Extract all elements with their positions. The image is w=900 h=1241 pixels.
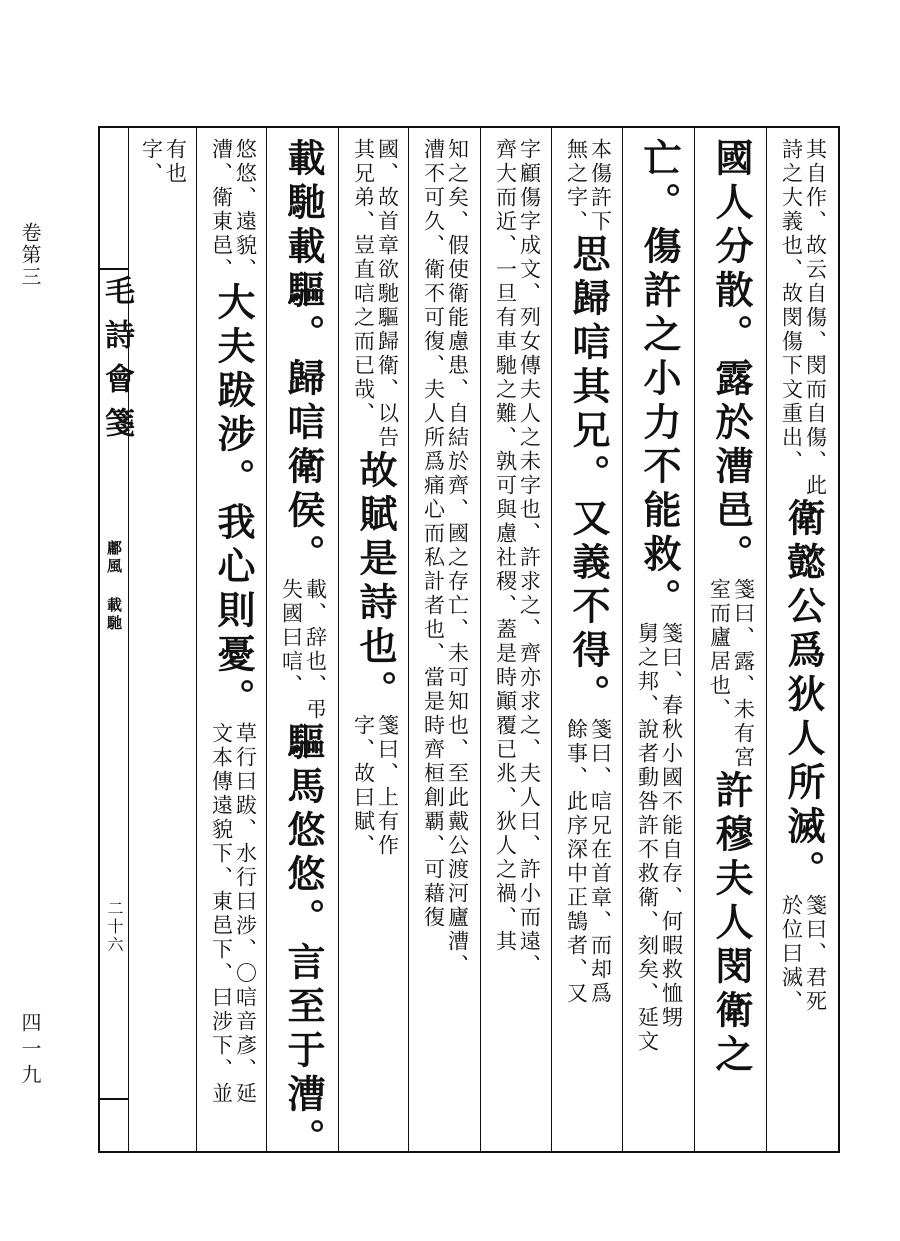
main-text: 驅馬悠悠。言至于漕。 [281, 722, 326, 1162]
commentary-line-left: 字、 [139, 138, 164, 186]
commentary-line-right: 箋曰、上有作 [375, 714, 400, 858]
column-rule [196, 126, 197, 1151]
commentary-line-left: 其兄弟、豈直唁之而已哉、 [351, 138, 376, 426]
spine-bottom-rule [100, 1098, 128, 1100]
spine-top-rule [100, 268, 128, 270]
commentary-pair [211, 138, 256, 282]
commentary-line-right: 本傷許下 [588, 138, 613, 234]
commentary-pair [423, 138, 468, 978]
main-text: 衛懿公爲狄人所滅。 [781, 498, 826, 894]
main-text: 故賦是詩也。 [353, 450, 398, 714]
column-stack [200, 138, 266, 1138]
commentary-line-left: 無之字、 [564, 138, 589, 234]
commentary-pair [637, 622, 682, 1054]
commentary-line-right: 國、故首章欲馳驅歸衛、以告 [375, 138, 400, 450]
column-stack [132, 138, 194, 1138]
column-stack [555, 138, 621, 1138]
commentary-line-left: 於位曰滅、 [779, 894, 804, 1014]
commentary-line-left: 齊大而近、一旦有車馳之難、孰可與慮社稷、蓋是時顚覆已兆、狄人之禍、其 [493, 138, 518, 954]
column-stack [484, 138, 550, 1138]
commentary-line-left: 漕不可久、衛不可復、夫人所爲痛心而私計者也、當是時齊桓創覇、可藉復 [421, 138, 446, 930]
commentary-line-left: 字、故曰賦、 [351, 714, 376, 858]
page-number: 四一九 [18, 1012, 42, 1090]
text-column-9 [200, 138, 266, 1138]
column-rule [338, 126, 339, 1151]
leaf-number: 二十六 [105, 900, 124, 954]
column-rule [480, 126, 481, 1151]
text-column-7 [342, 138, 408, 1138]
text-column-4 [555, 138, 621, 1138]
commentary-line-left: 詩之大義也、故閔傷下文重出、 [779, 138, 804, 474]
column-stack [342, 138, 408, 1138]
text-column-1 [770, 138, 836, 1138]
text-column-5 [484, 138, 550, 1138]
commentary-line-right: 悠悠、遠貌、 [233, 138, 258, 282]
commentary-line-right: 其自作、故云自傷、閔而自傷、此 [803, 138, 828, 498]
chapter-label: 鄘風 載馳 [105, 540, 123, 633]
commentary-line-right: 箋曰、唁兄在首章、而却爲 [588, 718, 613, 1006]
commentary-line-right: 有也 [163, 138, 188, 186]
commentary-pair [566, 138, 611, 234]
column-stack [270, 138, 336, 1162]
text-column-10 [132, 138, 194, 1138]
column-rule [408, 126, 409, 1151]
commentary-line-right: 箋曰、露、未有宮 [731, 578, 756, 770]
commentary-line-right: 知之矣、假使衛能慮患、自結於齊、國之存亡、未可知也、至此戴公渡河廬漕、 [445, 138, 470, 978]
commentary-line-right: 箋曰、君死 [803, 894, 828, 1014]
commentary-pair [709, 578, 754, 770]
commentary-line-left: 文本傳遠貌下、東邑下、曰涉下、並 [209, 722, 234, 1106]
text-column-2 [698, 138, 764, 1138]
commentary-pair [281, 578, 326, 722]
column-rule [766, 126, 767, 1151]
commentary-line-left: 漕、衛東邑、 [209, 138, 234, 282]
main-text: 許穆夫人閔衛之 [709, 770, 754, 1078]
commentary-pair [781, 894, 826, 1014]
commentary-line-right: 載、辞也、弔 [303, 578, 328, 722]
main-text: 大夫跋涉。我心則憂。 [211, 282, 256, 722]
column-stack [698, 138, 764, 1138]
commentary-pair [566, 718, 611, 1006]
text-column-8 [270, 138, 336, 1162]
commentary-pair [495, 138, 540, 978]
main-text: 亡。傷許之小力不能救。 [637, 138, 682, 622]
commentary-line-right: 字顧傷字成文、列女傳夫人之未字也、許求之、齊亦求之、夫人曰、許小而遠、 [517, 138, 542, 978]
column-rule [694, 126, 695, 1151]
column-rule [266, 126, 267, 1151]
column-stack [626, 138, 692, 1138]
column-rule [622, 126, 623, 1151]
column-rule [551, 126, 552, 1151]
commentary-line-left: 餘事、此序深中正鵠者、又 [564, 718, 589, 1006]
commentary-pair [781, 138, 826, 498]
commentary-line-right: 草行曰跋、水行曰涉、〇唁音彥、延 [233, 722, 258, 1106]
frame-right-rule [838, 126, 840, 1151]
column-stack [412, 138, 478, 1138]
book-title: 毛詩會箋 [99, 275, 134, 451]
commentary-line-left: 舅之邦、說者動咎許不救衛、刻矣、延文 [635, 622, 660, 1054]
volume-label: 卷第三 [18, 222, 42, 288]
main-text: 載馳載驅。歸唁衛侯。 [281, 138, 326, 578]
column-stack [770, 138, 836, 1138]
text-column-3 [626, 138, 692, 1138]
text-column-6 [412, 138, 478, 1138]
commentary-pair [211, 722, 256, 1106]
commentary-line-left: 失國曰唁、 [279, 578, 304, 698]
commentary-pair [141, 138, 186, 186]
commentary-pair [353, 714, 398, 858]
commentary-pair [353, 138, 398, 450]
main-text: 國人分散。露於漕邑。 [709, 138, 754, 578]
main-text: 思歸唁其兄。又義不得。 [566, 234, 611, 718]
commentary-line-left: 室而廬居也、 [707, 578, 732, 722]
commentary-line-right: 箋曰、春秋小國不能自存、何暇救恤甥 [659, 622, 684, 1030]
